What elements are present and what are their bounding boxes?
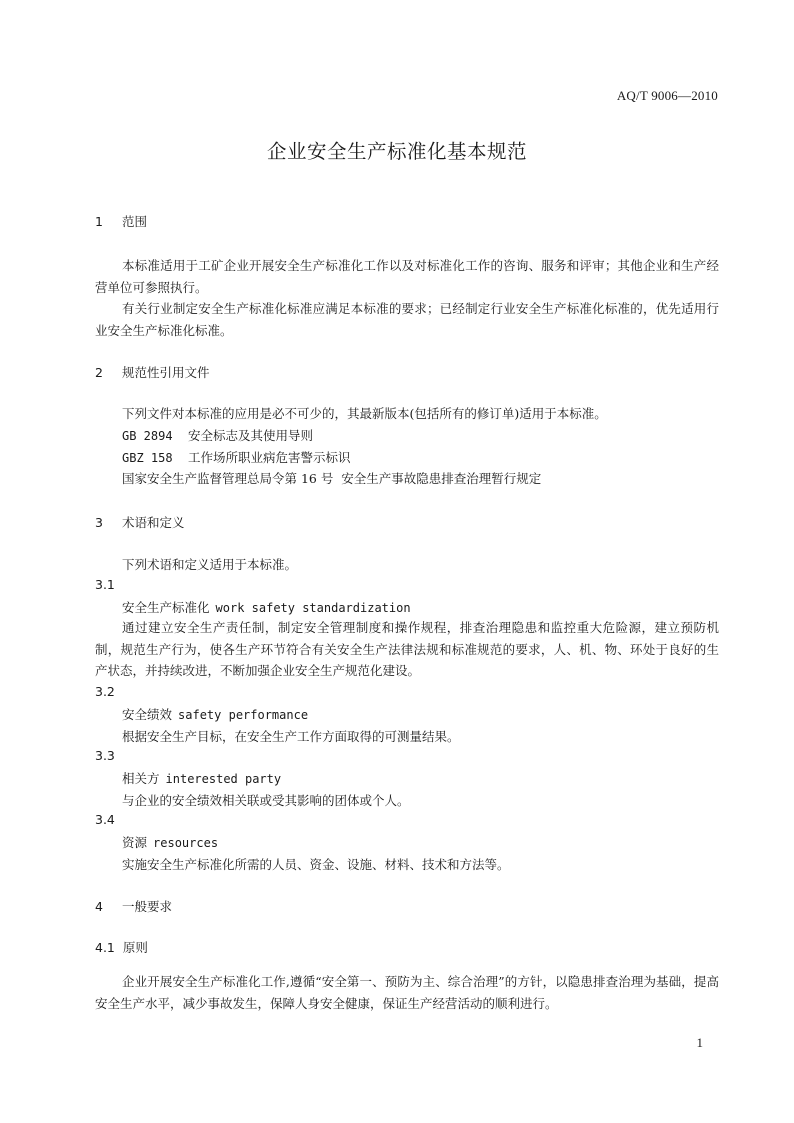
section-2-heading bbox=[95, 363, 210, 381]
term-heading bbox=[122, 598, 411, 616]
term-en: resources bbox=[153, 836, 219, 850]
section-1-paragraph-1: 本标准适用于工矿企业开展安全生产标准化工作以及对标准化工作的咨询、服务和评审；其他企业和生产经营单位可参照执行。 bbox=[95, 258, 719, 295]
page-number: 1 bbox=[696, 1035, 703, 1050]
section-title: 规范性引用文件 bbox=[122, 365, 210, 380]
term-en: interested party bbox=[165, 772, 282, 786]
term-definition: 与企业的安全绩效相关联或受其影响的团体或个人。 bbox=[122, 793, 410, 808]
reference-name: 安全标志及其使用导则 bbox=[188, 428, 314, 443]
term-heading bbox=[122, 769, 281, 787]
section-3-intro: 下列术语和定义适用于本标准。 bbox=[122, 557, 298, 572]
term-definition: 通过建立安全生产责任制，制定安全管理制度和操作规程，排查治理隐患和监控重大危险源，建立预防机制，规范生产行为，使各生产环节符合有关安全生产法律法规和标准规范的要求，人、机、物、环处于良好的生产状态，并持续改进，不断加强企业安全生产规范化建设。 bbox=[95, 620, 719, 678]
reference-item bbox=[122, 448, 351, 466]
section-title: 一般要求 bbox=[122, 899, 173, 914]
reference-name: 工作场所职业病危害警示标识 bbox=[188, 450, 351, 465]
term-definition: 根据安全生产目标，在安全生产工作方面取得的可测量结果。 bbox=[122, 729, 460, 744]
section-2-intro: 下列文件对本标准的应用是必不可少的，其最新版本(包括所有的修订单)适用于本标准。 bbox=[122, 406, 607, 421]
section-number: 3 bbox=[95, 515, 103, 530]
term-zh: 安全生产标准化 bbox=[122, 600, 210, 615]
section-number: 4 bbox=[95, 899, 103, 914]
reference-code: GBZ 158 bbox=[122, 451, 173, 465]
term-number: 3.1 bbox=[95, 577, 115, 592]
section-1-heading bbox=[95, 212, 147, 230]
section-3-heading bbox=[95, 513, 185, 531]
section-number: 1 bbox=[95, 214, 103, 229]
section-1-paragraph-2: 有关行业制定安全生产标准化标准应满足本标准的要求；已经制定行业安全生产标准化标准的，优先适用行业安全生产标准化标准。 bbox=[95, 301, 719, 338]
reference-item bbox=[122, 426, 313, 444]
term-zh: 资源 bbox=[122, 835, 148, 850]
term-heading bbox=[122, 833, 218, 851]
subsection-4-1-paragraph: 企业开展安全生产标准化工作,遵循“安全第一、预防为主、综合治理”的方针，以隐患排查治理为基础，提高安全生产水平，减少事故发生，保障人身安全健康，保证生产经营活动的顺利进行。 bbox=[95, 974, 719, 1011]
standard-code: AQ/T 9006—2010 bbox=[616, 88, 718, 103]
reference-item: 国家安全生产监督管理总局令第 16 号 安全生产事故隐患排查治理暂行规定 bbox=[122, 471, 542, 486]
term-en: work safety standardization bbox=[215, 601, 411, 615]
section-number: 2 bbox=[95, 365, 103, 380]
subsection-number: 4.1 bbox=[95, 940, 115, 955]
term-zh: 相关方 bbox=[122, 771, 160, 786]
term-zh: 安全绩效 bbox=[122, 707, 173, 722]
section-title: 术语和定义 bbox=[122, 515, 185, 530]
term-definition: 实施安全生产标准化所需的人员、资金、设施、材料、技术和方法等。 bbox=[122, 857, 510, 872]
reference-code: GB 2894 bbox=[122, 429, 173, 443]
term-number: 3.2 bbox=[95, 684, 115, 699]
page-title: 企业安全生产标准化基本规范 bbox=[266, 140, 527, 163]
term-number: 3.4 bbox=[95, 812, 115, 827]
term-heading bbox=[122, 705, 308, 723]
section-title: 范围 bbox=[122, 214, 148, 229]
subsection-title: 原则 bbox=[122, 940, 148, 955]
subsection-4-1-heading bbox=[95, 938, 148, 956]
term-number: 3.3 bbox=[95, 748, 115, 763]
section-4-heading bbox=[95, 897, 172, 915]
term-en: safety performance bbox=[178, 708, 309, 722]
